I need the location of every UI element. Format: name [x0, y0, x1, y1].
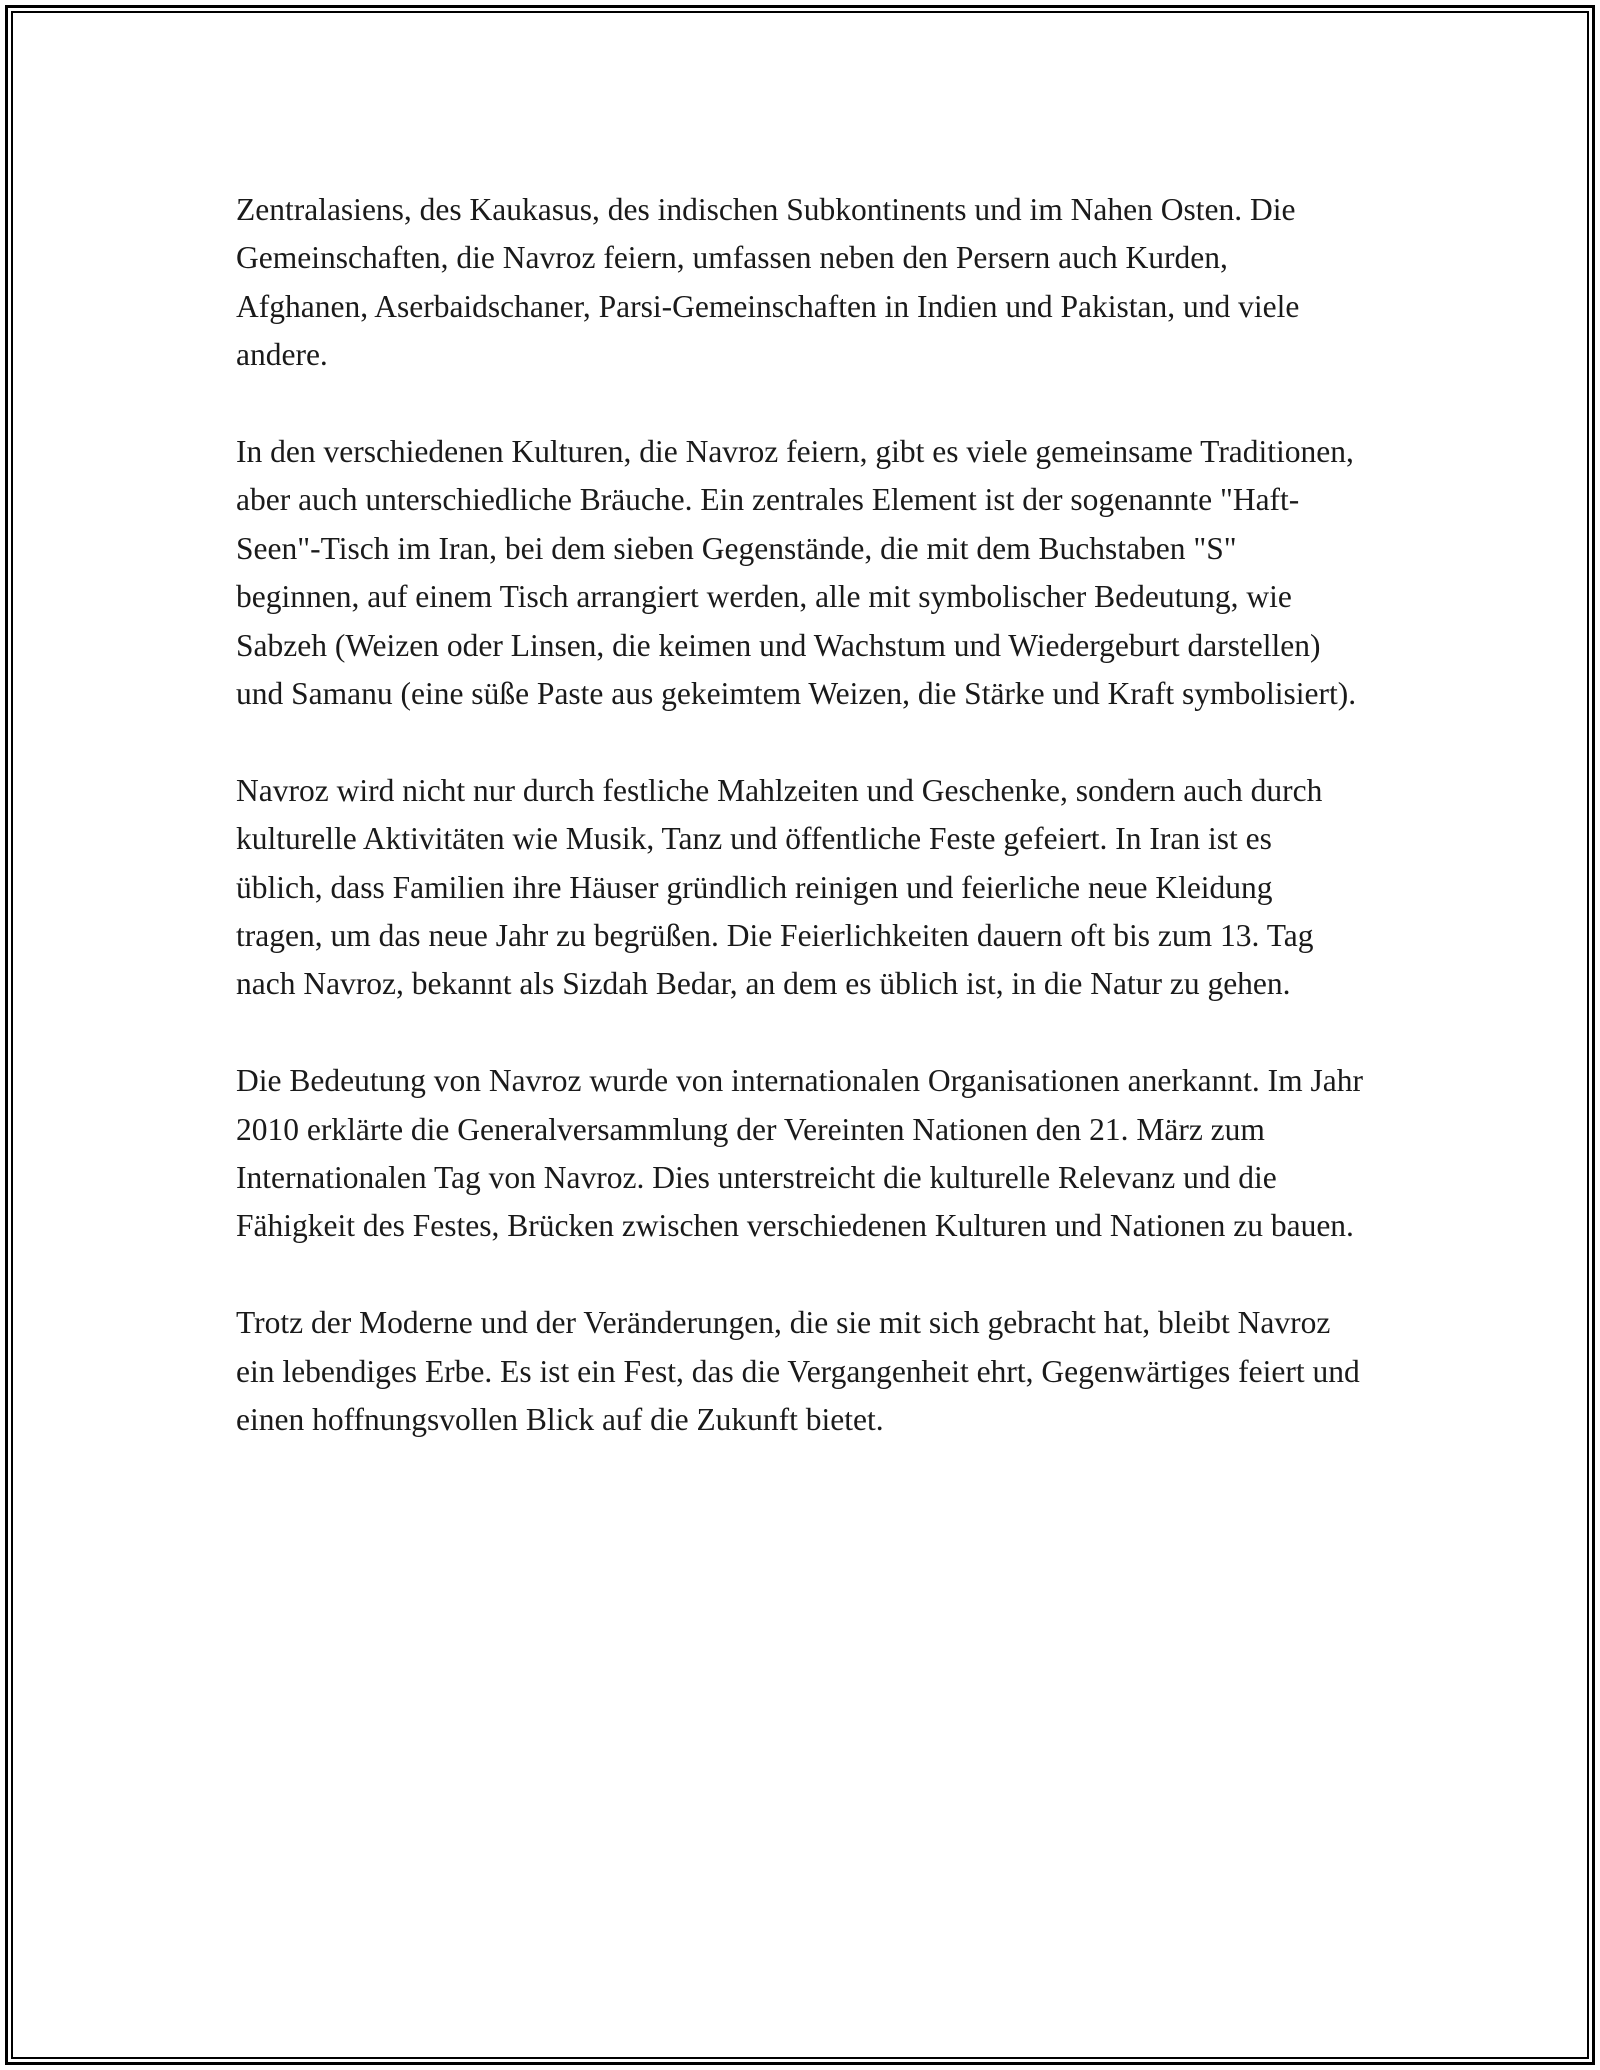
- paragraph-2: In den verschiedenen Kulturen, die Navroz feiern, gibt es viele gemeinsame Traditionen, aber auch unterschiedliche Bräuche. Ein zentrales Element ist der sogenannte "Haft-Seen"-Tisch im Iran, bei dem sieben Gegenstände, die mit dem Buchstaben "S" beginnen, auf einem Tisch arrangiert werden, alle mit symbolischer Bedeutung, wie Sabzeh (Weizen oder Linsen, die keimen und Wachstum und Wiedergeburt darstellen) und Samanu (eine süße Paste aus gekeimtem Weizen, die Stärke und Kraft symbolisiert).: [236, 434, 1357, 712]
- paragraph-3: Navroz wird nicht nur durch festliche Mahlzeiten und Geschenke, sondern auch durch kulturelle Aktivitäten wie Musik, Tanz und öffentliche Feste gefeiert. In Iran ist es üblich, dass Familien ihre Häuser gründlich reinigen und feierliche neue Kleidung tragen, um das neue Jahr zu begrüßen. Die Feierlichkeiten dauern oft bis zum 13. Tag nach Navroz, bekannt als Sizdah Bedar, an dem es üblich ist, in die Natur zu gehen.: [236, 772, 1323, 1002]
- document-body: [236, 186, 1366, 1493]
- paragraph-1: Zentralasiens, des Kaukasus, des indischen Subkontinents und im Nahen Osten. Die Gemeinschaften, die Navroz feiern, umfassen neben den Persern auch Kurden, Afghanen, Aserbaidschaner, Parsi-Gemeinschaften in Indien und Pakistan, und viele andere.: [236, 192, 1300, 373]
- paragraph-5: Trotz der Moderne und der Veränderungen, die sie mit sich gebracht hat, bleibt Navroz ein lebendiges Erbe. Es ist ein Fest, das die Vergangenheit ehrt, Gegenwärtiges feiert und einen hoffnungsvollen Blick auf die Zukunft bietet.: [236, 1305, 1360, 1438]
- paragraph-4: Die Bedeutung von Navroz wurde von internationalen Organisationen anerkannt. Im Jahr 2010 erklärte die Generalversammlung der Vereinten Nationen den 21. März zum Internationalen Tag von Navroz. Dies unterstreicht die kulturelle Relevanz und die Fähigkeit des Festes, Brücken zwischen verschiedenen Kulturen und Nationen zu bauen.: [236, 1063, 1363, 1244]
